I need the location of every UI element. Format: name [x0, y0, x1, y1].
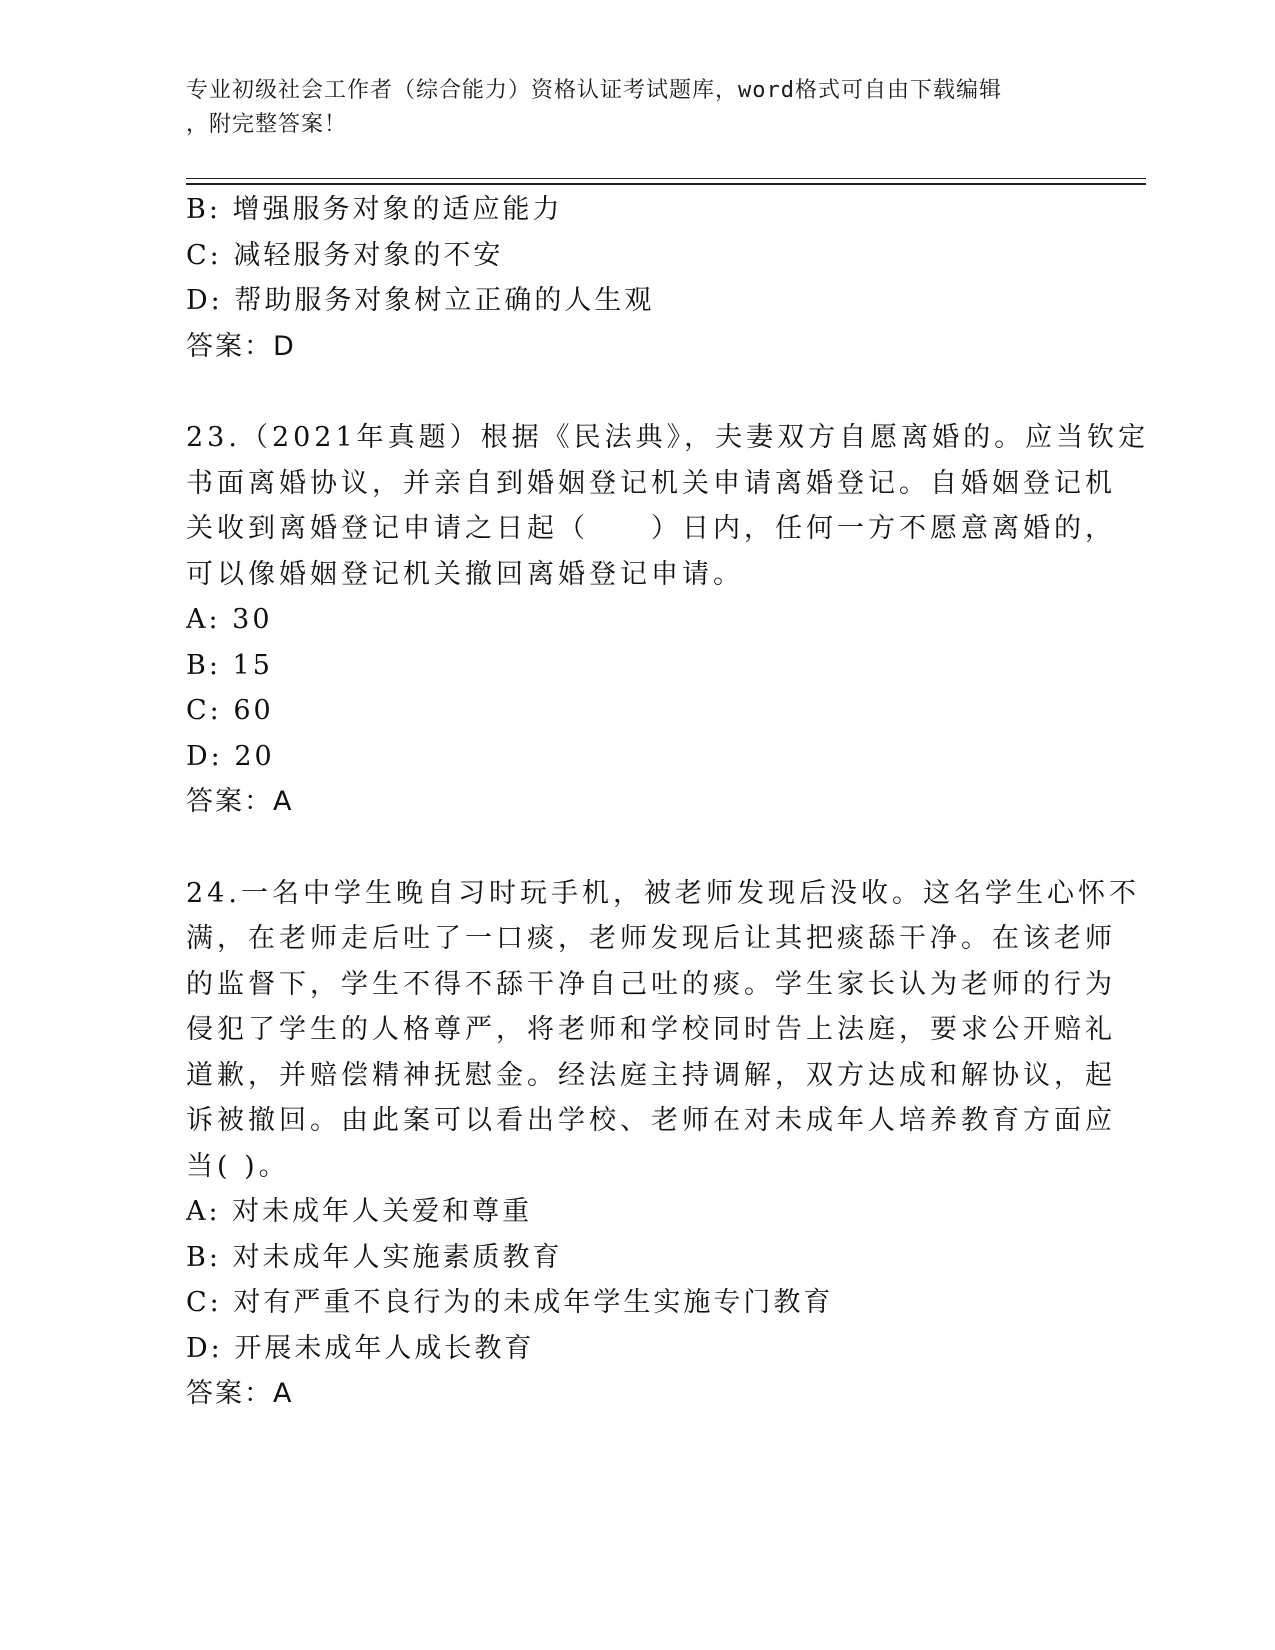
question-23-block — [186, 415, 1150, 825]
stem-line: 可以像婚姻登记机关撤回离婚登记申请。 — [186, 558, 744, 590]
option-a: A: 30 — [186, 604, 273, 635]
exam-content — [186, 187, 1150, 1417]
page-header — [186, 74, 1086, 142]
option-d: D: 20 — [186, 740, 275, 772]
stem-line: 满，在老师走后吐了一口痰，老师发现后让其把痰舔干净。在该老师 — [186, 923, 1116, 954]
option-b: B: 对未成年人实施素质教育 — [186, 1241, 563, 1273]
option-b: B: 15 — [186, 649, 273, 681]
spacer — [186, 369, 1076, 415]
header-line-1: 专业初级社会工作者（综合能力）资格认证考试题库，word格式可自由下载编辑 — [186, 78, 1002, 103]
stem-line: 关收到离婚登记申请之日起（ ）日内，任何一方不愿意离婚的， — [186, 513, 1116, 544]
option-c: C: 60 — [186, 695, 274, 726]
spacer — [186, 825, 1076, 871]
question-22-block — [186, 187, 1076, 369]
header-line-2: ，附完整答案！ — [186, 112, 348, 137]
question-24-block — [186, 871, 1140, 1417]
stem-line: 当( )。 — [186, 1150, 290, 1182]
option-c: C: 减轻服务对象的不安 — [186, 239, 504, 271]
answer-line: 答案：D — [186, 330, 296, 362]
answer-line: 答案：A — [186, 786, 294, 817]
option-a: A: 对未成年人关爱和尊重 — [186, 1196, 533, 1227]
answer-line: 答案：A — [186, 1378, 294, 1409]
question-stem — [186, 871, 1140, 1190]
stem-line: 的监督下，学生不得不舔干净自己吐的痰。学生家长认为老师的行为 — [186, 968, 1116, 1000]
stem-line: 书面离婚协议，并亲自到婚姻登记机关申请离婚登记。自婚姻登记机 — [186, 467, 1116, 499]
header-divider-thick — [186, 183, 1146, 185]
option-b: B: 增强服务对象的适应能力 — [186, 194, 563, 225]
question-stem — [186, 415, 1150, 597]
stem-line: 诉被撤回。由此案可以看出学校、老师在对未成年人培养教育方面应 — [186, 1105, 1116, 1136]
stem-line: 23.（2021年真题）根据《民法典》，夫妻双方自愿离婚的。应当钦定 — [186, 422, 1150, 453]
option-d: D: 帮助服务对象树立正确的人生观 — [186, 285, 655, 316]
header-divider-thin — [186, 178, 1146, 179]
stem-line: 侵犯了学生的人格尊严，将老师和学校同时告上法庭，要求公开赔礼 — [186, 1014, 1116, 1045]
stem-line: 24.一名中学生晚自习时玩手机，被老师发现后没收。这名学生心怀不 — [186, 877, 1140, 909]
stem-line: 道歉，并赔偿精神抚慰金。经法庭主持调解，双方达成和解协议，起 — [186, 1059, 1116, 1091]
option-c: C: 对有严重不良行为的未成年学生实施专门教育 — [186, 1287, 834, 1318]
option-d: D: 开展未成年人成长教育 — [186, 1332, 535, 1364]
